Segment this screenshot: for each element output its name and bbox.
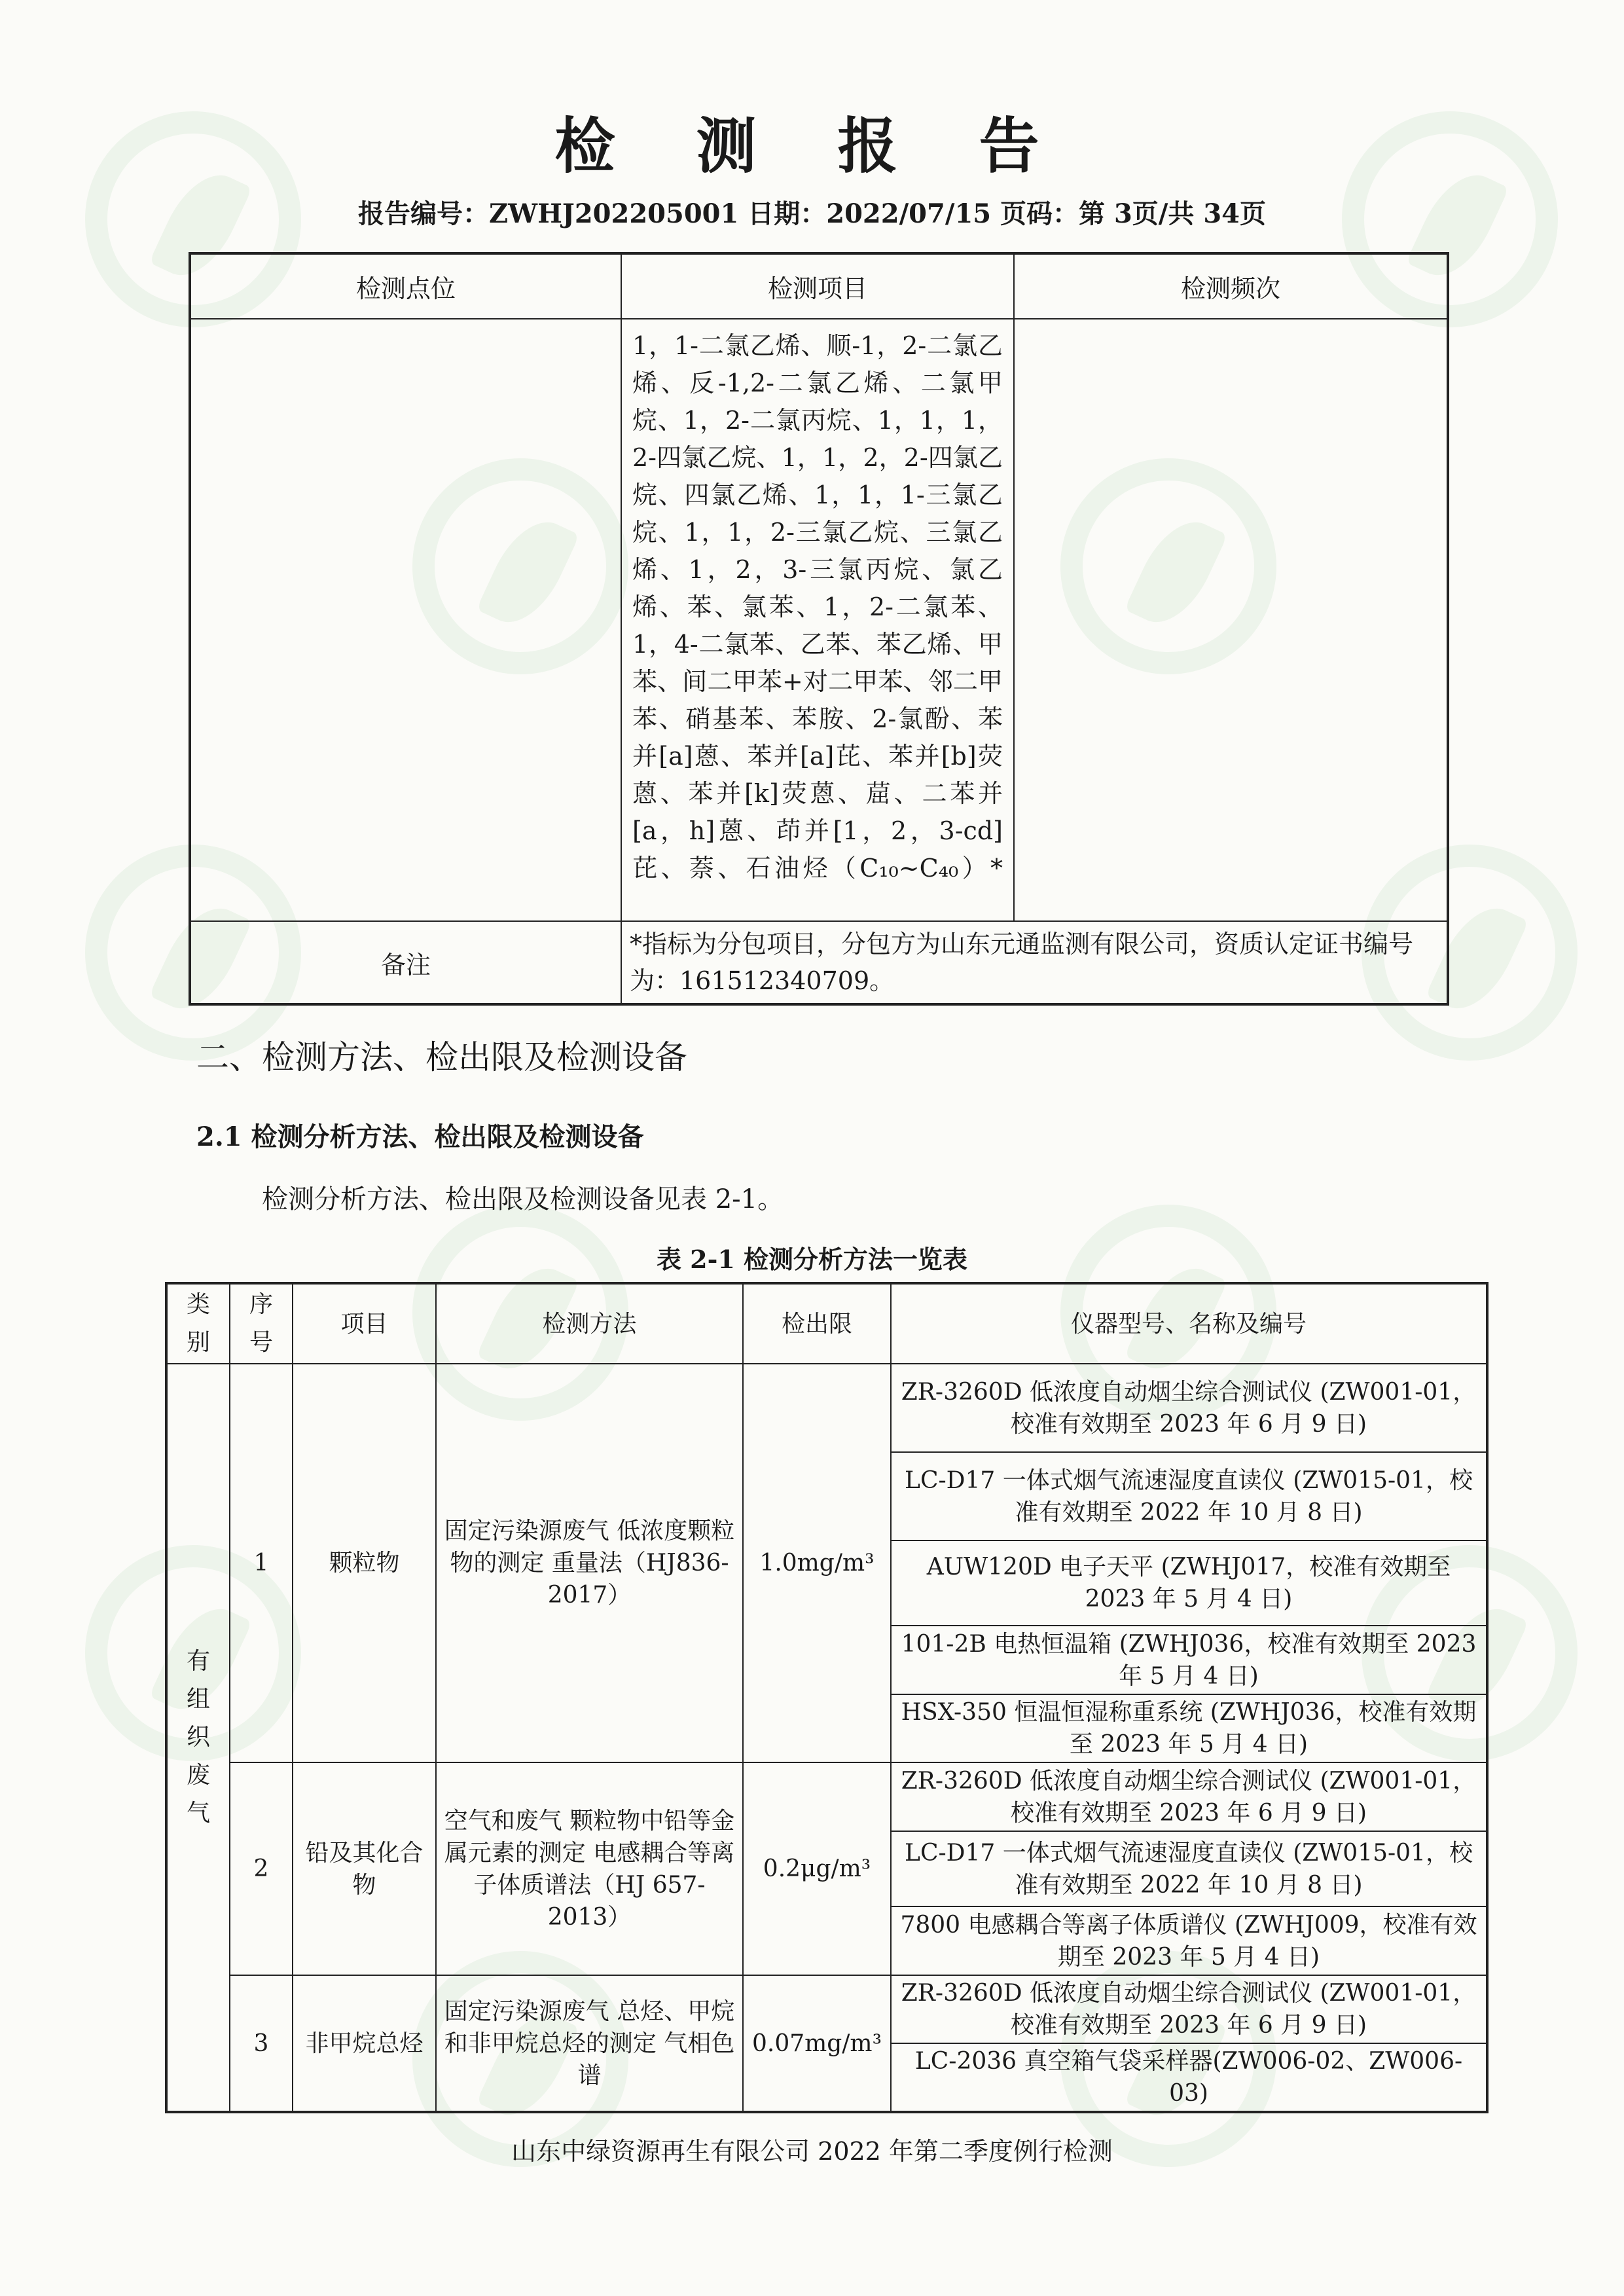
method-cell: 固定污染源废气 低浓度颗粒物的测定 重量法（HJ836-2017） [436, 1364, 743, 1762]
limit-cell: 0.2μg/m³ [743, 1762, 891, 1975]
header-category: 类别 [166, 1283, 230, 1364]
test-items-table [189, 252, 1449, 1006]
table-row [190, 319, 1448, 921]
instrument-cell: LC-2036 真空箱气袋采样器(ZW006-02、ZW006-03) [891, 2043, 1487, 2112]
table-header-row [190, 253, 1448, 319]
section-heading: 二、检测方法、检出限及检测设备 [196, 1038, 687, 1076]
instrument-cell: HSX-350 恒温恒湿称重系统 (ZWHJ036，校准有效期至 2023 年 5 月 4 日) [891, 1694, 1487, 1762]
header-instrument: 仪器型号、名称及编号 [891, 1283, 1487, 1364]
header-cell: 检测频次 [1014, 253, 1448, 319]
report-meta: 报告编号：ZWHJ202205001 日期：2022/07/15 页码：第 3页/共 34页 [357, 198, 1266, 229]
subsection-heading: 2.1 检测分析方法、检出限及检测设备 [196, 1121, 644, 1152]
intro-paragraph: 检测分析方法、检出限及检测设备见表 2-1。 [262, 1184, 784, 1214]
method-table [165, 1282, 1489, 2113]
instrument-cell: AUW120D 电子天平 (ZWHJ017，校准有效期至 2023 年 5 月 4 日) [891, 1540, 1487, 1626]
category-cell: 有组织废气 [166, 1364, 230, 2112]
report-title: 检 测 报 告 [554, 111, 1070, 181]
instrument-cell: LC-D17 一体式烟气流速湿度直读仪 (ZW015-01，校准有效期至 2022 年 10 月 8 日) [891, 1831, 1487, 1906]
remark-label: 备注 [190, 921, 621, 1004]
instrument-cell: ZR-3260D 低浓度自动烟尘综合测试仪 (ZW001-01，校准有效期至 2023 年 6 月 9 日) [891, 1364, 1487, 1452]
table-header-row [166, 1283, 1487, 1364]
header-limit: 检出限 [743, 1283, 891, 1364]
header-cell: 检测点位 [190, 253, 621, 319]
seq-cell: 2 [230, 1762, 293, 1975]
instrument-cell: 101-2B 电热恒温箱 (ZWHJ036，校准有效期至 2023 年 5 月 4 日) [891, 1626, 1487, 1694]
item-cell: 铅及其化合物 [293, 1762, 436, 1975]
page-footer: 山东中绿资源再生有限公司 2022 年第二季度例行检测 [511, 2137, 1113, 2166]
remark-row [190, 921, 1448, 1004]
test-frequency-cell [1014, 319, 1448, 921]
seq-cell: 3 [230, 1975, 293, 2112]
instrument-cell: ZR-3260D 低浓度自动烟尘综合测试仪 (ZW001-01，校准有效期至 2023 年 6 月 9 日) [891, 1975, 1487, 2043]
item-cell: 颗粒物 [293, 1364, 436, 1762]
header-cell: 检测项目 [621, 253, 1014, 319]
remark-text: *指标为分包项目，分包方为山东元通监测有限公司，资质认定证书编号为：161512340709。 [621, 921, 1448, 1004]
test-items-cell: 1，1-二氯乙烯、顺-1，2-二氯乙烯、反-1,2-二氯乙烯、二氯甲烷、1，2-二氯丙烷、1，1，1，2-四氯乙烷、1，1，2，2-四氯乙烷、四氯乙烯、1，1，1-三氯乙烷、1，1，2-三氯乙烷、三氯乙烯、1，2，3-三氯丙烷、氯乙烯、苯、氯苯、1，2-二氯苯、1，4-二氯苯、乙苯、苯乙烯、甲苯、间二甲苯+对二甲苯、邻二甲苯、硝基苯、苯胺、2-氯酚、苯并[a]蒽、苯并[a]芘、苯并[b]荧蒽、苯并[k]荧蒽、䓛、二苯并[a，h]蒽、茚并[1，2，3-cd]芘、萘、石油烃（C₁₀~C₄₀）* [621, 319, 1014, 921]
item-cell: 非甲烷总烃 [293, 1975, 436, 2112]
seq-cell: 1 [230, 1364, 293, 1762]
instrument-cell: LC-D17 一体式烟气流速湿度直读仪 (ZW015-01，校准有效期至 2022 年 10 月 8 日) [891, 1452, 1487, 1540]
table-row [166, 1364, 1487, 1452]
instrument-cell: 7800 电感耦合等离子体质谱仪 (ZWHJ009，校准有效期至 2023 年 5 月 4 日) [891, 1906, 1487, 1975]
method-cell: 固定污染源废气 总烃、甲烷和非甲烷总烃的测定 气相色谱 [436, 1975, 743, 2112]
instrument-cell: ZR-3260D 低浓度自动烟尘综合测试仪 (ZW001-01，校准有效期至 2023 年 6 月 9 日) [891, 1762, 1487, 1831]
header-seq: 序号 [230, 1283, 293, 1364]
test-location-cell [190, 319, 621, 921]
header-method: 检测方法 [436, 1283, 743, 1364]
limit-cell: 0.07mg/m³ [743, 1975, 891, 2112]
table-row [166, 1762, 1487, 1831]
table-row [166, 1975, 1487, 2043]
limit-cell: 1.0mg/m³ [743, 1364, 891, 1762]
table-caption: 表 2-1 检测分析方法一览表 [656, 1245, 968, 1274]
header-item: 项目 [293, 1283, 436, 1364]
method-cell: 空气和废气 颗粒物中铅等金属元素的测定 电感耦合等离子体质谱法（HJ 657-2013） [436, 1762, 743, 1975]
